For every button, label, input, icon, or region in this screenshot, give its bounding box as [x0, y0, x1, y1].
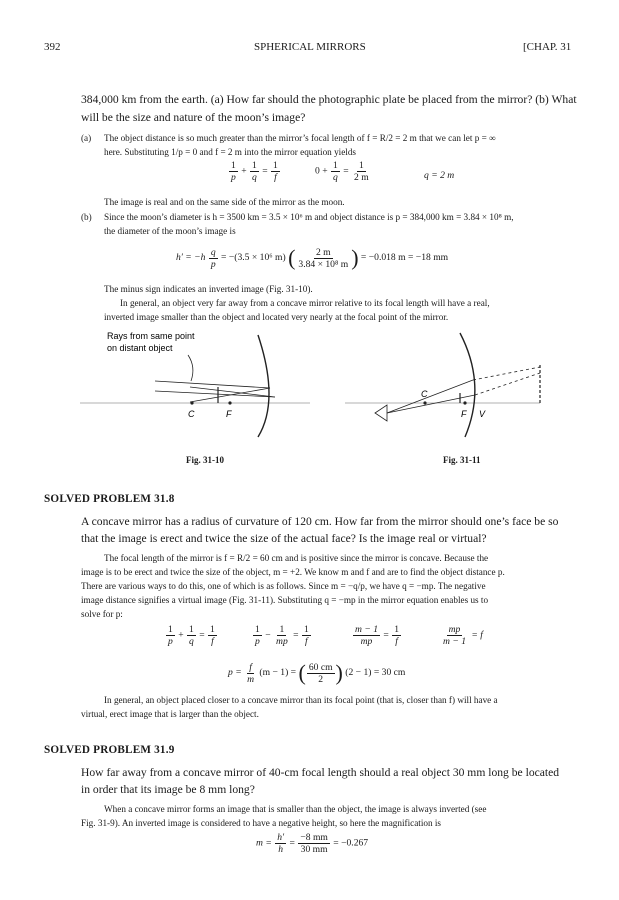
problem-8-solution-line3: There are various ways to do this, one of which is as follows. Since m = −q/p, we have q = −mp. The negative	[81, 581, 486, 591]
eq-num: 1	[333, 160, 338, 171]
eq-rhs: = f	[471, 629, 483, 641]
problem-8-general1: In general, an object placed closer to a concave mirror than its focal point (that is, closer than f) will have a	[104, 695, 498, 705]
eq-num: h′	[277, 832, 285, 843]
eq-den: q	[252, 172, 257, 183]
eq-den: h	[278, 844, 284, 855]
eq-num: 1	[231, 160, 236, 171]
part-b-label: (b)	[81, 212, 92, 222]
virtual-ray	[473, 367, 540, 380]
eq-zero: 0 +	[315, 165, 328, 177]
focal-point	[463, 401, 466, 404]
eq-num: mp	[448, 624, 461, 635]
problem-9-magnification-equation: m = $\frac{h'}{h}$ = $\frac{-8 mm}{30 mm}$ = −0.267	[256, 832, 369, 855]
eq-den: q	[189, 636, 194, 647]
problem-8-combined-equation: $\frac{m - 1}{mp}$ = $\frac{1}{f}$	[355, 624, 400, 647]
virtual-ray	[475, 373, 540, 395]
ray	[155, 381, 270, 388]
problem-9-solution-line1: When a concave mirror forms an image that is smaller than the object, the image is always inverted (see	[104, 804, 487, 814]
fig11-caption: Fig. 31-11	[443, 455, 481, 465]
chapter-title: SPHERICAL MIRRORS	[254, 41, 366, 53]
eq-den: f	[305, 636, 308, 647]
problem-8-question-line1: A concave mirror has a radius of curvature of 120 cm. How far from the mirror should one’s face be so	[81, 515, 559, 528]
problem-8-heading: SOLVED PROBLEM 31.8	[44, 493, 175, 505]
result-a: q = 2 m	[424, 170, 455, 181]
problem-8-solution-line1: The focal length of the mirror is f = R/2 = 60 cm and is positive since the mirror is concave. Because the	[104, 553, 489, 563]
eq-num: 1	[358, 160, 364, 171]
fig10-caption: Fig. 31-10	[186, 455, 224, 465]
eq-m: m =	[256, 837, 272, 849]
eq-num: q	[210, 246, 216, 258]
eq-num: m − 1	[355, 624, 378, 635]
ray	[155, 391, 275, 397]
problem-8-general2: virtual, erect image that is larger than the object.	[81, 709, 259, 719]
eq-den: p	[231, 172, 236, 183]
image-size-equation: h′ = −h $\frac{q}{p}$ = −(3.5 × 10⁶ m) ( $\frac{2 m}{\text{3.84 × 10⁸ m}}$ ) = −0.018 m = −18 mm	[176, 245, 449, 270]
problem-9-heading: SOLVED PROBLEM 31.9	[44, 744, 175, 756]
eq-mid: (m − 1) =	[259, 667, 297, 679]
eq-num: 1	[255, 624, 260, 635]
part-b-general2: inverted image smaller than the object and located very nearly at the focal point of the mirror.	[104, 312, 449, 322]
eq-rhs: = −0.018 m = −18 mm	[360, 252, 449, 264]
eq-num: 1	[279, 624, 285, 635]
fig11-label-f: F	[461, 409, 467, 419]
figure-31-10	[80, 325, 320, 445]
eq-num: 1	[394, 624, 400, 635]
problem-8-substituted-equation: $\frac{1}{p}$ − $\frac{1}{mp}$ = $\frac{1}{f}$	[255, 624, 309, 647]
eq-den: mp	[360, 636, 373, 647]
concave-mirror	[460, 333, 475, 437]
problem-8-solution-line4: image distance signifies a virtual image (Fig. 31-11). Substituting q = −mp in the mirror equation enables us to	[81, 595, 489, 605]
mirror-equation-a: $\frac{1}{p}$ + $\frac{1}{q}$ = $\frac{1}{f}$	[231, 160, 278, 183]
fig11-label-c: C	[421, 389, 428, 399]
eq-den: 3.84 × 10⁸ m	[298, 258, 349, 270]
figure-31-11	[345, 325, 585, 445]
part-b-general1: In general, an object very far away from a concave mirror relative to its focal length will have a real,	[120, 298, 490, 308]
part-a-label: (a)	[81, 133, 92, 143]
problem-9-question-line1: How far away from a concave mirror of 40-cm focal length should a real object 30 mm long be located	[81, 766, 560, 779]
eq-den: 2	[318, 673, 324, 685]
eq-den: mp	[276, 636, 288, 647]
fig10-label-c: C	[188, 409, 195, 419]
fig11-label-v: V	[479, 409, 486, 419]
problem-8-question-line2: that the image is erect and twice the size of the actual face? Is the image real or virtual?	[81, 532, 487, 545]
problem-8-solved-equation	[440, 624, 483, 647]
part-b-line2: the diameter of the moon’s image is	[104, 226, 236, 236]
eq-den: q	[333, 172, 338, 183]
eq-den: 2 m	[354, 172, 369, 183]
part-b-note: The minus sign indicates an inverted image (Fig. 31-10).	[104, 284, 313, 294]
problem-9-question-line2: in order that its image be 8 mm long?	[81, 783, 255, 796]
chapter-ref: [CHAP. 31	[523, 41, 572, 53]
eq-den: p	[255, 636, 260, 647]
eq-den: m	[247, 673, 255, 685]
problem-9-solution-line2: Fig. 31-9). An inverted image is considered to have a negative height, so here the magnification is	[81, 818, 441, 828]
eq-mid: = −(3.5 × 10⁶ m)	[221, 252, 286, 264]
fig10-annotation-line1: Rays from same point	[107, 331, 195, 341]
problem-8-solution-line5: solve for p:	[81, 609, 123, 619]
eq-num: 1	[273, 160, 278, 171]
eq-result: = −0.267	[333, 837, 369, 849]
concave-mirror	[258, 335, 269, 437]
eq-p: p =	[228, 667, 242, 679]
eye-icon	[375, 405, 387, 421]
problem-8-solution-line2: image is to be erect and twice the size of the object, m = +2. We know m and f and are to find the object distance p.	[81, 567, 505, 577]
substituted-equation-a: 0 + $\frac{1}{q}$ = $\frac{1}{2 m}$	[315, 160, 369, 183]
eq-den: p	[210, 258, 216, 270]
part-a-line1: The object distance is so much greater than the mirror’s focal length of f = R/2 = 2 m that we can let p = ∞	[104, 133, 496, 143]
page-number: 392	[44, 41, 61, 53]
fig10-label-f: F	[226, 409, 232, 419]
eq-num: 1	[210, 624, 215, 635]
eq-num: −8 mm	[300, 832, 328, 843]
part-a-conclusion: The image is real and on the same side of the mirror as the moon.	[104, 197, 345, 207]
eq-den: p	[168, 636, 173, 647]
eq-den: f	[274, 172, 277, 183]
problem-8-mirror-equation: $\frac{1}{p}$ + $\frac{1}{q}$ = $\frac{1}{f}$	[168, 624, 215, 647]
eq-num: 60 cm	[308, 661, 333, 673]
center-point	[190, 401, 193, 404]
eq-lhs: h′ = −h	[176, 252, 206, 264]
focal-point	[228, 401, 231, 404]
problem-8-final-equation: p = $\frac{f}{m}$ (m − 1) = ( $\frac{60 cm}{2}$ ) (2 − 1) = 30 cm	[228, 660, 406, 685]
eq-num: f	[249, 661, 252, 673]
part-a-line2: here. Substituting 1/p = 0 and f = 2 m into the mirror equation yields	[104, 147, 357, 157]
eq-num: 1	[303, 624, 309, 635]
eq-den: f	[211, 636, 214, 647]
part-b-line1: Since the moon’s diameter is h = 3500 km = 3.5 × 10⁶ m and object distance is p = 384,000 km = 3.84 × 10⁸ m,	[104, 212, 514, 222]
fig10-annotation-line2: on distant object	[107, 343, 173, 353]
intro-paragraph: 384,000 km from the earth. (a) How far should the photographic plate be placed from the mirror? (b) What will be the size and nature of the moon’s image?	[81, 93, 577, 124]
eq-num: 1	[168, 624, 173, 635]
eq-result: (2 − 1) = 30 cm	[345, 667, 406, 679]
center-point	[423, 401, 426, 404]
eq-den: f	[395, 636, 398, 647]
reflected-ray	[190, 387, 275, 397]
eq-den: 30 mm	[300, 844, 328, 855]
eq-num: 2 m	[315, 246, 331, 258]
eq-num: 1	[252, 160, 257, 171]
annotation-pointer	[188, 355, 193, 381]
eq-den: m − 1	[443, 636, 466, 647]
eq-num: 1	[189, 624, 194, 635]
